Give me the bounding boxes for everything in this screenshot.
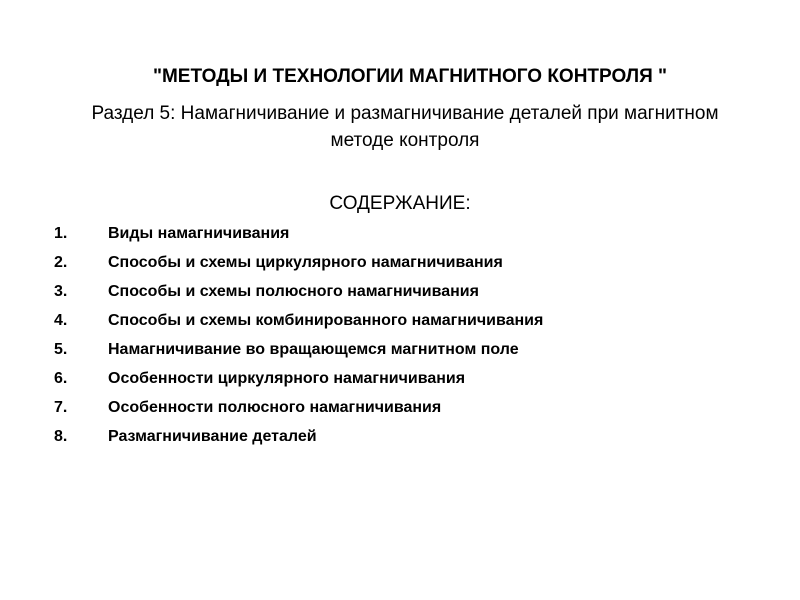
item-number: 8. [54, 428, 68, 445]
item-text: Способы и схемы полюсного намагничивания [108, 283, 479, 300]
contents-list [0, 220, 800, 452]
item-number: 4. [54, 312, 68, 329]
list-item [0, 220, 800, 249]
item-text: Особенности полюсного намагничивания [108, 399, 442, 416]
item-text: Способы и схемы комбинированного намагничивания [108, 312, 544, 329]
item-text: Способы и схемы циркулярного намагничивания [108, 254, 503, 271]
item-text: Размагничивание деталей [108, 428, 317, 445]
item-number: 6. [54, 370, 68, 387]
item-number: 2. [54, 254, 68, 271]
item-text: Особенности циркулярного намагничивания [108, 370, 466, 387]
list-item [0, 307, 800, 336]
slide-subtitle: Раздел 5: Намагничивание и размагничивание деталей при магнитном методе контроля [91, 103, 719, 151]
item-number: 1. [54, 225, 68, 242]
contents-heading: СОДЕРЖАНИЕ: [329, 193, 471, 214]
item-number: 3. [54, 283, 68, 300]
list-item [0, 423, 800, 452]
list-item [0, 394, 800, 423]
item-text: Намагничивание во вращающемся магнитном поле [108, 341, 519, 358]
list-item [0, 365, 800, 394]
item-text: Виды намагничивания [108, 225, 290, 242]
item-number: 5. [54, 341, 68, 358]
list-item [0, 336, 800, 365]
slide-title: "МЕТОДЫ И ТЕХНОЛОГИИ МАГНИТНОГО КОНТРОЛЯ " [152, 66, 668, 87]
list-item [0, 249, 800, 278]
item-number: 7. [54, 399, 68, 416]
list-item [0, 278, 800, 307]
